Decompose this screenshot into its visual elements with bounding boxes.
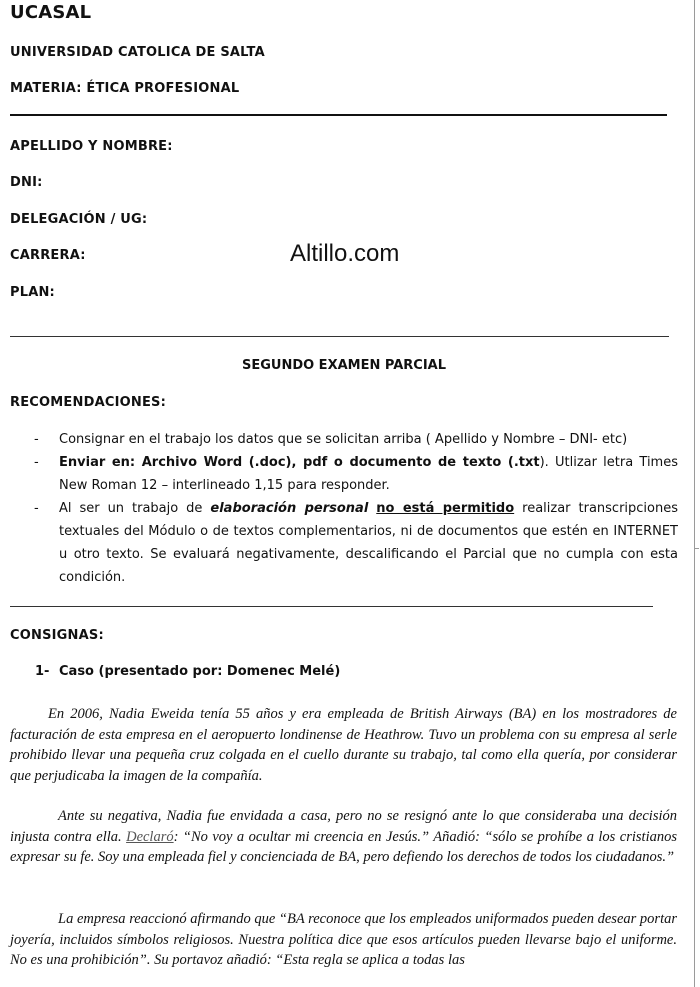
recommendation-text: ). Utlizar letra Times New Roman 12 – interlineado 1,15 para responder. — [59, 455, 678, 493]
institution-short: UCASAL — [10, 2, 92, 23]
emphasis-text: elaboración personal — [210, 501, 369, 516]
consignas-heading: CONSIGNAS: — [10, 628, 104, 643]
declaro-link[interactable]: Declaró — [126, 828, 174, 845]
institution-full: UNIVERSIDAD CATOLICA DE SALTA — [10, 45, 265, 60]
list-dash: - — [34, 432, 39, 447]
recommendation-text: realizar transcripciones textuales del Módulo o de textos complementarios, ni de documentos que estén en INTERNET u otro texto. Se evaluará negativamente, descalificando el Parcial que no cumpla con esta condición. — [59, 501, 678, 585]
case-text: Ante su negativa, Nadia fue envidada a casa, pero no se resignó ante lo que consideraba una decisión injusta contra ella. — [10, 808, 677, 845]
field-delegation-label: DELEGACIÓN / UG: — [10, 212, 148, 227]
recommendation-text: Consignar en el trabajo los datos que se solicitan arriba ( Apellido y Nombre – DNI- etc) — [59, 432, 628, 447]
consigna-number: 1- — [35, 664, 50, 679]
case-paragraph-1: En 2006, Nadia Eweida tenía 55 años y era empleada de British Airways (BA) en los mostradores de facturación de esta empresa en el aeropuerto londinense de Heathrow. Tuvo un problema con su empresa al serle prohibido llevar una pequeña cruz colgada en el cuello durante su trabajo, tal como ella quería, por considerar que perjudicaba la imagen de la compañía. — [10, 706, 677, 784]
recommendations-divider — [10, 606, 653, 607]
case-paragraph-3: La empresa reaccionó afirmando que “BA reconoce que los empleados uniformados pueden desear portar joyería, incluidos símbolos religiosos. Nuestra política dice que esos artículos pueden llevarse bajo el uniforme. No es una prohibición”. Su portavoz añadió: “Esta regla se aplica a todas las — [10, 911, 677, 968]
subject-label: MATERIA: ÉTICA PROFESIONAL — [10, 81, 240, 96]
recommendations-heading: RECOMENDACIONES: — [10, 395, 166, 410]
recommendation-text: Al ser un trabajo de — [59, 501, 211, 516]
list-dash: - — [34, 455, 39, 470]
recommendation-item — [10, 451, 678, 497]
consigna-title: Caso (presentado por: Domenec Melé) — [59, 664, 341, 679]
exam-title: SEGUNDO EXAMEN PARCIAL — [241, 358, 447, 373]
watermark: Altillo.com — [290, 240, 400, 267]
page-edge-line — [694, 0, 695, 987]
recommendation-item — [10, 497, 678, 589]
header-divider — [10, 114, 667, 116]
list-dash: - — [34, 501, 39, 516]
recommendation-item — [10, 428, 678, 451]
recommendations-list — [10, 428, 678, 589]
case-paragraph-2 — [10, 806, 677, 868]
recommendation-bold-text: Enviar en: Archivo Word (.doc), pdf o documento de texto (.txt — [59, 455, 540, 470]
field-plan-label: PLAN: — [10, 285, 55, 300]
underlined-emphasis: no está permitido — [376, 501, 515, 516]
consigna-item — [35, 664, 340, 679]
case-text: : “No voy a ocultar mi creencia en Jesús.” Añadió: “sólo se prohíbe a los cristianos expresar su fe. Soy una empleada fiel y concienciada de BA, pero defiendo los derechos de todos los ciudadanos.” — [10, 828, 677, 865]
fields-divider — [10, 336, 669, 337]
field-name-label: APELLIDO Y NOMBRE: — [10, 139, 173, 154]
page-edge-tick — [695, 548, 699, 549]
field-dni-label: DNI: — [10, 175, 43, 190]
field-career-label: CARRERA: — [10, 248, 86, 263]
